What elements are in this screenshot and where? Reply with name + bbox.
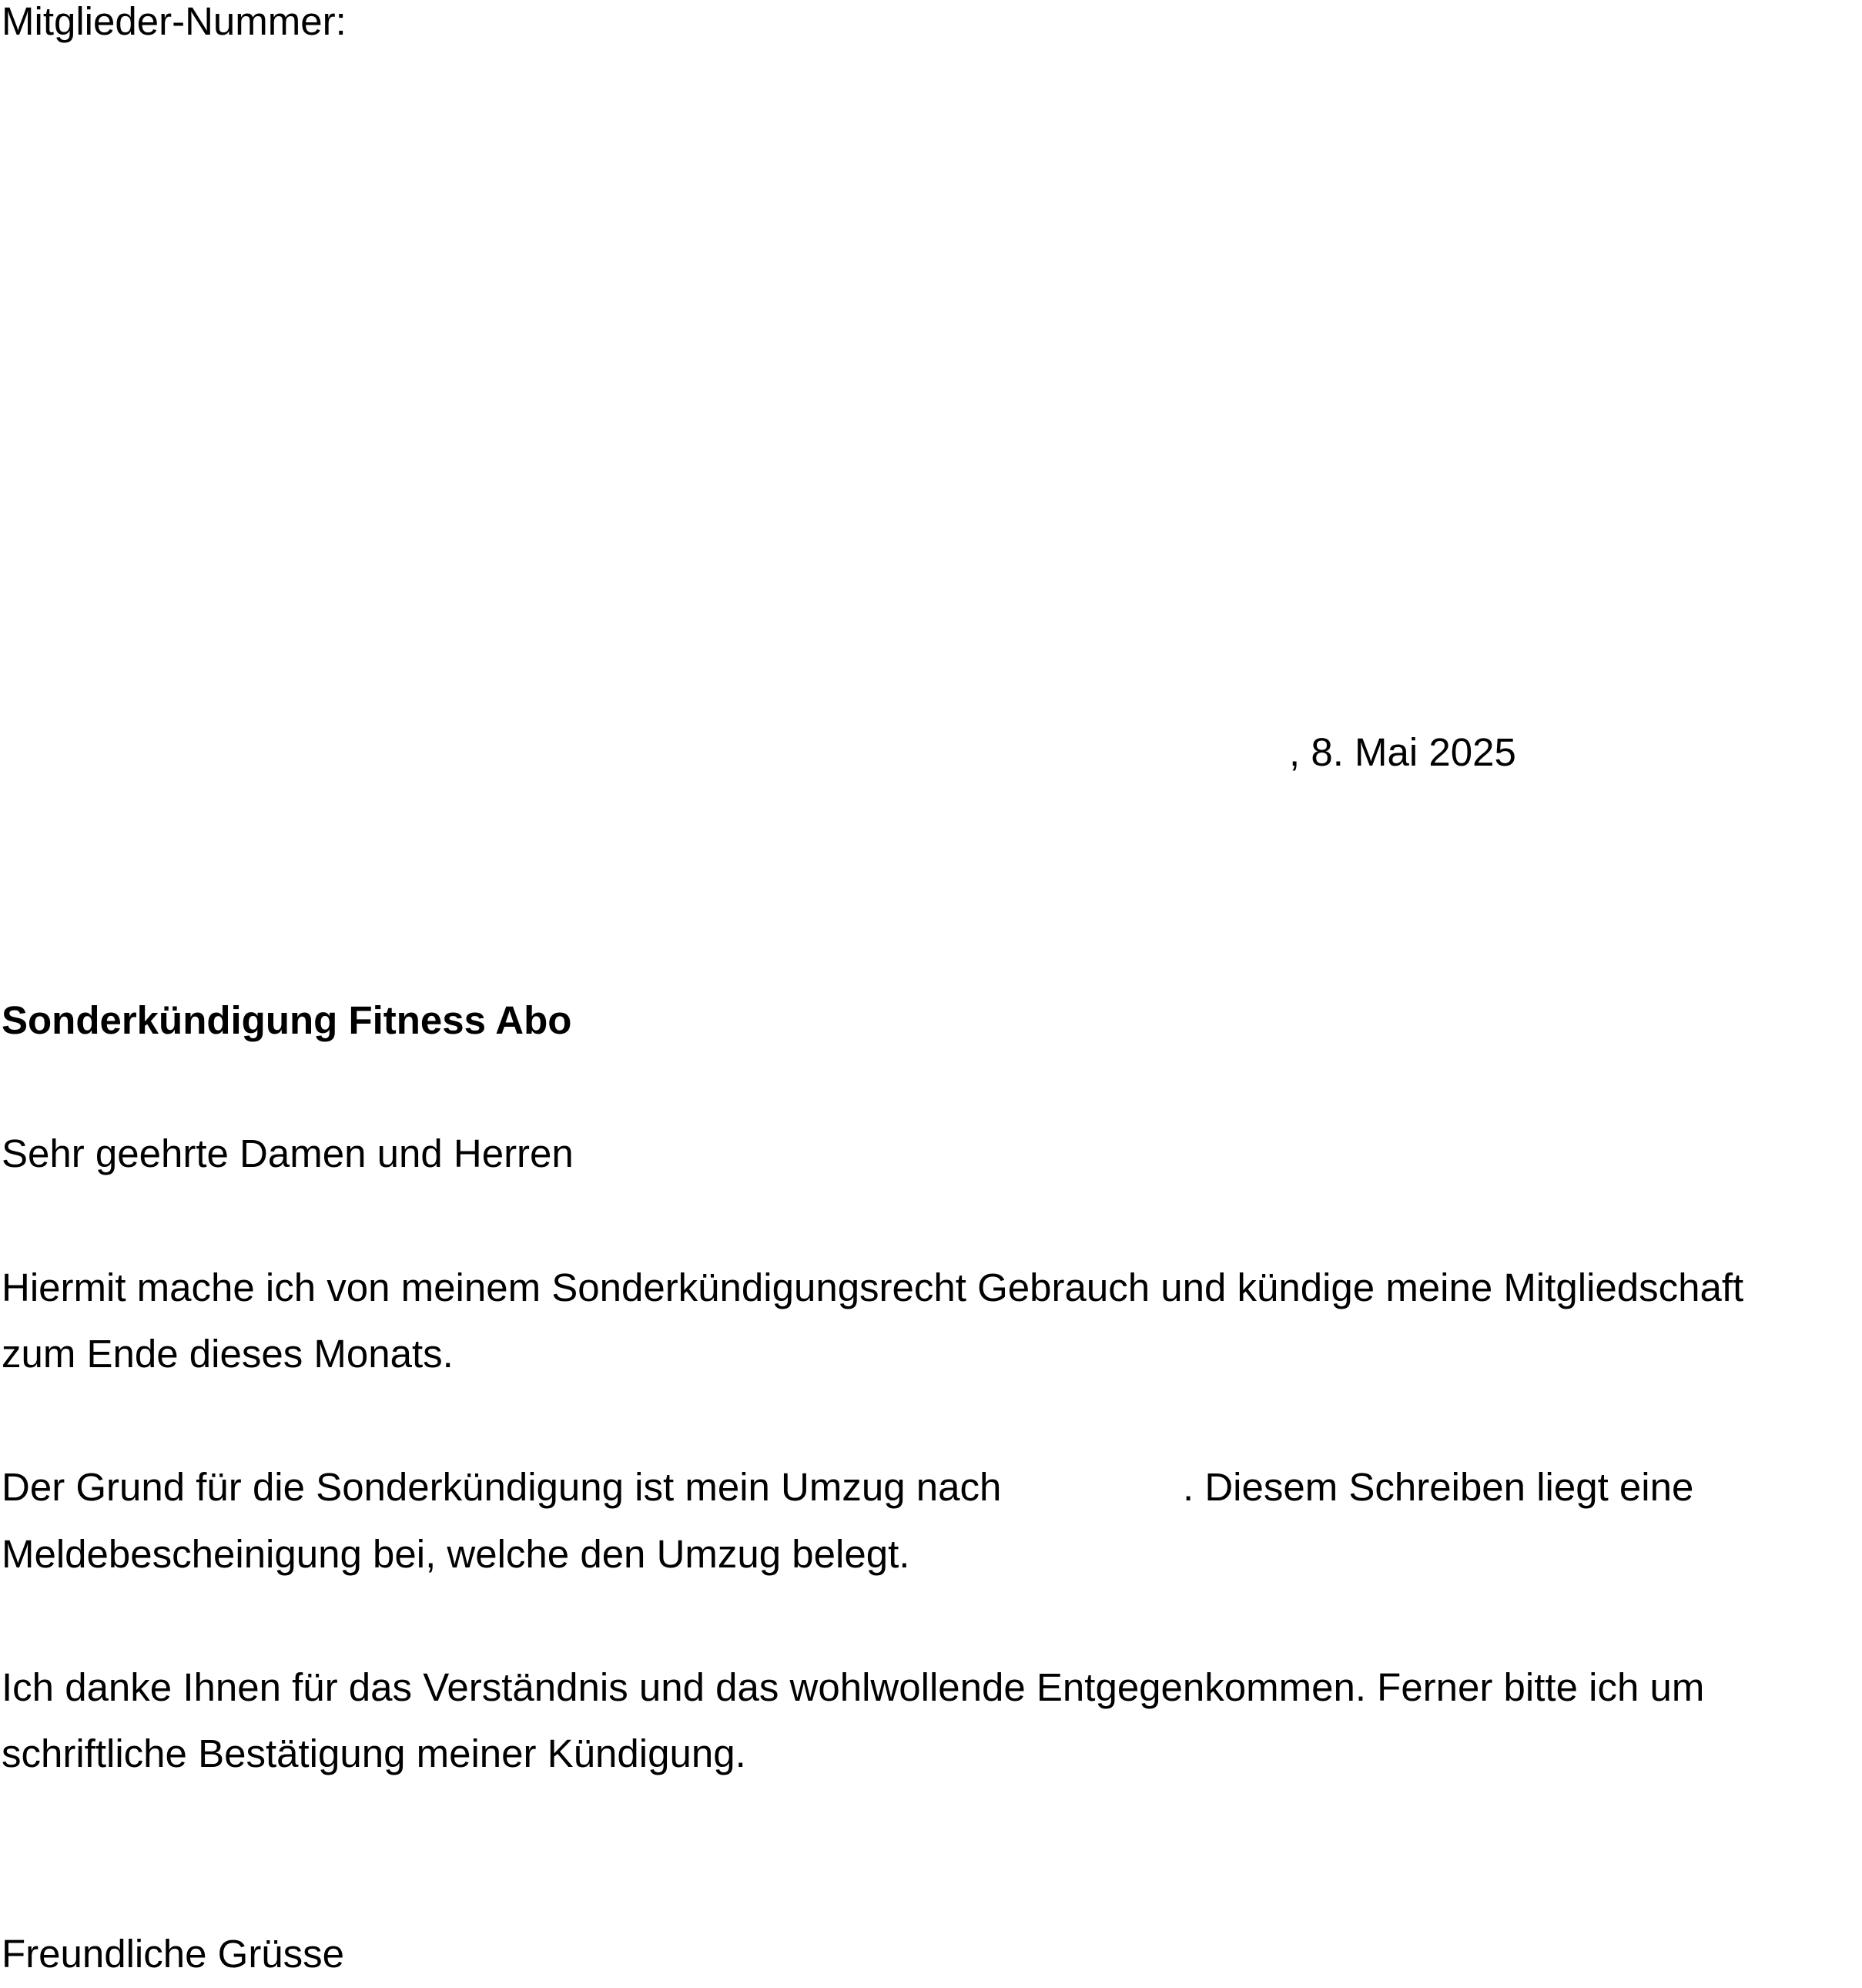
salutation: Sehr geehrte Damen und Herren bbox=[2, 1131, 574, 1175]
paragraph-reason-line-1-end: . Diesem Schreiben liegt eine bbox=[1183, 1465, 1694, 1509]
paragraph-cancellation-line-2: zum Ende dieses Monats. bbox=[2, 1332, 454, 1376]
closing: Freundliche Grüsse bbox=[2, 1932, 345, 1976]
paragraph-reason-line-1-start: Der Grund für die Sonderkündigung ist mein Umzug nach bbox=[2, 1465, 1002, 1509]
letter-subject: Sonderkündigung Fitness Abo bbox=[2, 998, 572, 1042]
letter-date: , 8. Mai 2025 bbox=[1289, 730, 1516, 774]
member-number-label: Mitglieder-Nummer: bbox=[2, 0, 347, 43]
paragraph-thanks-line-1: Ich danke Ihnen für das Verständnis und das wohlwollende Entgegenkommen. Ferner bitte ich um bbox=[2, 1665, 1705, 1709]
paragraph-reason-line-2: Meldebescheinigung bei, welche den Umzug belegt. bbox=[2, 1532, 910, 1576]
paragraph-thanks-line-2: schriftliche Bestätigung meiner Kündigung. bbox=[2, 1732, 746, 1775]
paragraph-cancellation-line-1: Hiermit mache ich von meinem Sonderkündigungsrecht Gebrauch und kündige meine Mitgliedschaft bbox=[2, 1266, 1744, 1309]
